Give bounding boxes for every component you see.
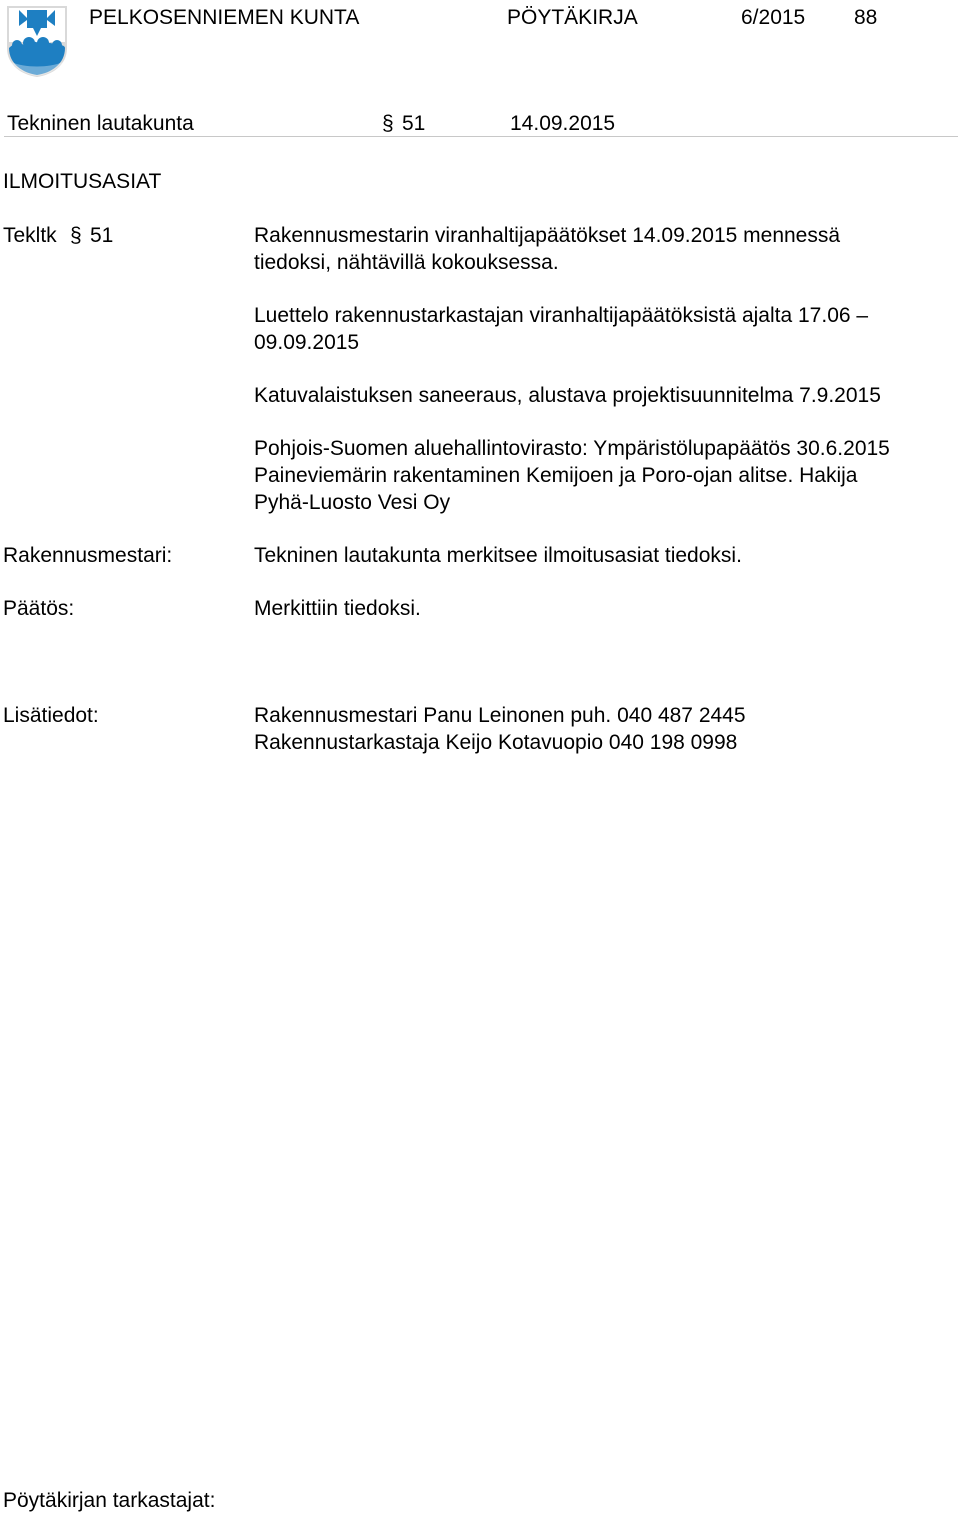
- decision-label: Päätös:: [3, 597, 75, 620]
- page-title: ILMOITUSASIAT: [3, 170, 162, 193]
- header-divider: [4, 136, 958, 137]
- info-line-1: Rakennusmestari Panu Leinonen puh. 040 487 2445: [254, 704, 746, 727]
- item-4-line-1: Pohjois-Suomen aluehallintovirasto: Ympäristölupapäätös 30.6.2015: [254, 437, 890, 460]
- item-1-line-2: tiedoksi, nähtävillä kokouksessa.: [254, 251, 559, 274]
- reference-section-sign: §: [70, 224, 82, 247]
- municipality-name: PELKOSENNIEMEN KUNTA: [89, 6, 360, 29]
- section-number: 51: [402, 112, 426, 135]
- item-2-line-1: Luettelo rakennustarkastajan viranhaltijapäätöksistä ajalta 17.06 –: [254, 304, 869, 327]
- reference-label: Tekltk: [3, 224, 57, 247]
- item-3-line-1: Katuvalaistuksen saneeraus, alustava projektisuunnitelma 7.9.2015: [254, 384, 881, 407]
- document-type: PÖYTÄKIRJA: [507, 6, 638, 29]
- page-number: 88: [854, 6, 878, 29]
- meeting-number: 6/2015: [741, 6, 806, 29]
- item-4-line-2: Paineviemärin rakentaminen Kemijoen ja Poro-ojan alitse. Hakija: [254, 464, 858, 487]
- info-line-2: Rakennustarkastaja Keijo Kotavuopio 040 198 0998: [254, 731, 738, 754]
- committee-name: Tekninen lautakunta: [7, 112, 194, 135]
- item-4-line-3: Pyhä-Luosto Vesi Oy: [254, 491, 451, 514]
- decision-text: Merkittiin tiedoksi.: [254, 597, 421, 620]
- reference-number: 51: [90, 224, 114, 247]
- item-1-line-1: Rakennusmestarin viranhaltijapäätökset 14.09.2015 mennessä: [254, 224, 841, 247]
- item-2-line-2: 09.09.2015: [254, 331, 360, 354]
- meeting-date: 14.09.2015: [510, 112, 616, 135]
- minutes-checkers-label: Pöytäkirjan tarkastajat:: [3, 1489, 216, 1512]
- coat-of-arms-logo-icon: [5, 4, 69, 78]
- proposal-text: Tekninen lautakunta merkitsee ilmoitusasiat tiedoksi.: [254, 544, 742, 567]
- info-label: Lisätiedot:: [3, 704, 99, 727]
- proposal-label: Rakennusmestari:: [3, 544, 173, 567]
- section-sign: §: [382, 112, 394, 135]
